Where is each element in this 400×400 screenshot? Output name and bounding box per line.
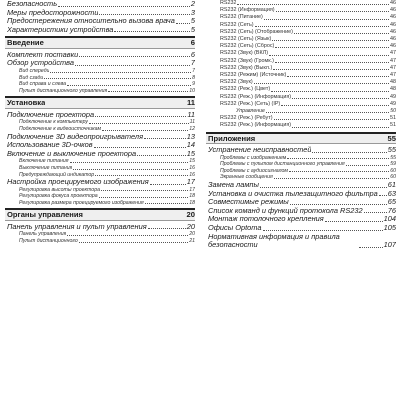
- toc-entry-title: RS232 (Реж.) (Ребут): [220, 115, 273, 122]
- toc-entry-title: Пульт дистанционного: [19, 238, 78, 245]
- toc-dot-leader: [292, 126, 389, 128]
- toc-entry: [5, 88, 195, 95]
- toc-dot-leader: [346, 164, 390, 166]
- toc-page-number: 46: [390, 43, 396, 50]
- toc-entry-title: Регулировка высоты проектора: [19, 186, 100, 193]
- toc-page-number: 18: [189, 193, 195, 200]
- toc-entry-title: Совместимые режимы: [208, 198, 289, 207]
- toc-page-number: 46: [390, 7, 396, 14]
- toc-page-number: 47: [390, 50, 396, 57]
- toc-page-number: 21: [189, 238, 195, 245]
- toc-dot-leader: [276, 10, 389, 12]
- toc-entry-title: Органы управления: [7, 210, 83, 220]
- toc-page-number: 46: [390, 0, 396, 6]
- toc-page-number: 16: [189, 164, 195, 171]
- toc-entry: [206, 79, 396, 86]
- toc-entry: [5, 9, 195, 18]
- toc-entry: [5, 75, 195, 82]
- toc-entry-title: Вид сзади: [19, 74, 44, 81]
- toc-entry: [206, 233, 396, 250]
- toc-entry-title: Подключение к видеоисточникам: [19, 125, 102, 132]
- toc-page-number: 55: [387, 146, 396, 155]
- toc-entry: [5, 178, 195, 187]
- toc-page-number: 105: [383, 224, 396, 232]
- toc-dot-leader: [269, 54, 389, 56]
- toc-entry-title: Монтаж потолочного крепления: [208, 215, 324, 224]
- toc-entry: [5, 17, 195, 26]
- toc-dot-leader: [95, 174, 188, 176]
- toc-dot-leader: [312, 151, 386, 153]
- toc-entry-title: RS232: [220, 0, 237, 6]
- toc-page-number: 107: [383, 240, 396, 250]
- toc-entry-title: Проблемы с изображением: [220, 154, 287, 161]
- toc-entry: [5, 172, 195, 179]
- toc-dot-leader: [95, 115, 186, 117]
- toc-entry: [206, 7, 396, 14]
- toc-dot-leader: [273, 68, 389, 70]
- toc-page-number: 20: [186, 222, 195, 231]
- toc-entry: [5, 59, 195, 68]
- toc-entry-title: Приложения: [208, 133, 256, 143]
- toc-entry-title: RS232 (Звук) (ВКЛ): [220, 50, 268, 57]
- toc-entry-title: Проблемы с пультом дистанционного управления: [220, 161, 345, 168]
- toc-dot-leader: [148, 227, 186, 229]
- toc-dot-leader: [176, 22, 190, 24]
- toc-entry-title: RS232 (Реж.) (Цвет): [220, 86, 271, 93]
- toc-entry: [5, 81, 195, 88]
- toc-dot-leader: [99, 13, 189, 15]
- toc-page-number: 17: [189, 186, 195, 193]
- toc-entry: [206, 94, 396, 101]
- toc-page-number: 46: [390, 21, 396, 28]
- toc-section-heading: [5, 96, 195, 108]
- toc-dot-leader: [99, 196, 189, 198]
- toc-dot-leader: [44, 77, 191, 79]
- toc-entry: [206, 29, 396, 36]
- toc-page-number: 51: [390, 122, 396, 129]
- toc-column-right: [206, 0, 396, 250]
- toc-page-number: 6: [190, 50, 195, 59]
- toc-dot-leader: [79, 241, 188, 243]
- toc-entry: [5, 223, 195, 232]
- toc-dot-leader: [290, 203, 387, 205]
- toc-dot-leader: [281, 104, 389, 106]
- toc-entry-title: Вид справа и слева: [19, 81, 67, 88]
- toc-entry-title: Экранные сообщения: [220, 174, 273, 181]
- toc-dot-leader: [101, 189, 188, 191]
- toc-page-number: 51: [390, 115, 396, 122]
- toc-entry: [206, 58, 396, 65]
- toc-dot-leader: [89, 122, 189, 124]
- toc-entry-title: Комплект поставки: [7, 50, 79, 59]
- toc-entry: [206, 198, 396, 207]
- toc-dot-leader: [272, 39, 389, 41]
- toc-column-left: [5, 0, 195, 245]
- toc-dot-leader: [94, 146, 186, 148]
- toc-entry-title: Панель управления и пульт управления: [7, 222, 147, 231]
- toc-page-number: 46: [390, 28, 396, 35]
- toc-dot-leader: [150, 183, 186, 185]
- toc-entry-title: Предостережения относительно вызова врача: [7, 17, 175, 26]
- toc-page-number: 46: [390, 36, 396, 43]
- toc-page-number: 20: [189, 231, 195, 238]
- toc-page-number: 49: [390, 93, 396, 100]
- toc-dot-leader: [275, 61, 389, 63]
- toc-dot-leader: [237, 3, 389, 5]
- toc-entry: [206, 146, 396, 155]
- toc-entry: [206, 43, 396, 50]
- toc-entry-title: RS232 (Сеть) (Сброс): [220, 43, 275, 50]
- toc-page-number: 47: [390, 64, 396, 71]
- toc-entry-title: Использование 3D-очков: [7, 141, 93, 150]
- toc-section-heading: [5, 36, 195, 48]
- toc-entry-title: Список команд и функций протокола RS232: [208, 206, 363, 215]
- toc-dot-leader: [263, 229, 383, 231]
- toc-page-number: 5: [190, 17, 195, 26]
- toc-entry-title: Введение: [7, 38, 44, 48]
- toc-entry-title: Предупреждающий индикатор: [19, 171, 95, 178]
- toc-entry-title: RS232 (Сеть) (Отображение): [220, 28, 293, 35]
- toc-page-number: 63: [387, 189, 396, 198]
- toc-entry-title: Устранение неисправностей: [208, 146, 312, 155]
- toc-page-number: 15: [189, 158, 195, 165]
- toc-entry-title: Характеристики устройства: [7, 25, 114, 34]
- toc-entry-title: Включение питания: [19, 158, 69, 165]
- toc-entry: [206, 36, 396, 43]
- toc-entry: [5, 238, 195, 245]
- toc-entry: [206, 224, 396, 233]
- toc-page-number: 65: [387, 198, 396, 207]
- toc-dot-leader: [287, 157, 389, 159]
- toc-page-number: 47: [390, 57, 396, 64]
- toc-entry-title: Проблемы с аудиосигналом: [220, 167, 288, 174]
- toc-entry: [5, 68, 195, 75]
- toc-page-number: 48: [390, 86, 396, 93]
- toc-dot-leader: [144, 137, 186, 139]
- toc-page-number: 10: [189, 87, 195, 94]
- toc-section-heading: [5, 208, 195, 220]
- toc-entry: [5, 126, 195, 133]
- toc-page-number: 7: [192, 67, 195, 74]
- toc-entry-title: Установка и очистка пылезащитного фильтра: [208, 189, 378, 198]
- toc-entry-title: RS232 (Реж.) (Информация): [220, 93, 292, 100]
- toc-entry: [206, 65, 396, 72]
- toc-dot-leader: [294, 32, 389, 34]
- toc-dot-leader: [67, 234, 188, 236]
- toc-entry: [206, 155, 396, 162]
- toc-dot-leader: [256, 140, 386, 141]
- toc-page-number: 9: [192, 81, 195, 88]
- toc-entry-title: Замена лампы: [208, 181, 259, 190]
- toc-entry-title: Панель управления: [19, 231, 67, 238]
- toc-entry: [206, 215, 396, 224]
- toc-page-number: 50: [390, 108, 396, 115]
- toc-page-number: 59: [390, 161, 396, 168]
- toc-entry-title: Настройка проецируемого изображения: [7, 178, 149, 187]
- toc-dot-leader: [287, 75, 389, 77]
- toc-dot-leader: [271, 90, 389, 92]
- toc-dot-leader: [50, 71, 191, 73]
- toc-entry: [206, 122, 396, 129]
- toc-entry: [206, 181, 396, 190]
- toc-page-number: 76: [387, 206, 396, 215]
- toc-page-number: 13: [186, 132, 195, 141]
- toc-dot-leader: [75, 64, 190, 66]
- toc-dot-leader: [364, 211, 387, 213]
- toc-entry: [206, 161, 396, 168]
- toc-entry: [206, 174, 396, 181]
- toc-entry: [5, 158, 195, 165]
- toc-entry: [206, 0, 396, 7]
- toc-entry-title: Офисы Optoma: [208, 224, 262, 232]
- toc-dot-leader: [275, 46, 389, 48]
- toc-dot-leader: [84, 217, 186, 218]
- toc-entry-title: Пульт дистанционного управления: [19, 87, 108, 94]
- toc-page-number: 17: [186, 178, 195, 187]
- toc-entry: [206, 168, 396, 175]
- toc-entry: [206, 86, 396, 93]
- toc-entry: [5, 231, 195, 238]
- toc-dot-leader: [264, 18, 389, 20]
- toc-entry: [206, 108, 396, 115]
- toc-page-number: 47: [390, 72, 396, 79]
- toc-dot-leader: [108, 90, 188, 92]
- toc-page-number: 55: [390, 154, 396, 161]
- toc-page-number: 7: [190, 59, 195, 68]
- toc-page-number: 11: [187, 110, 195, 119]
- toc-entry-title: RS232 (Сеть): [220, 21, 254, 28]
- toc-entry-title: Выключение питания: [19, 164, 73, 171]
- toc-entry: [206, 207, 396, 216]
- toc-entry-title: Подключение к компьютеру: [19, 119, 88, 126]
- toc-dot-leader: [114, 30, 189, 32]
- toc-page-number: 49: [390, 100, 396, 107]
- toc-dot-leader: [46, 105, 186, 106]
- toc-entry: [5, 150, 195, 159]
- toc-entry: [5, 141, 195, 150]
- toc-page-number: 11: [186, 98, 195, 108]
- toc-entry-title: Нормативная информация и правила безопасности: [208, 232, 340, 250]
- toc-entry-title: RS232 (Информация): [220, 7, 275, 14]
- toc-dot-leader: [260, 186, 387, 188]
- toc-page-number: 14: [186, 141, 195, 150]
- toc-entry-title: Обзор устройства: [7, 59, 74, 68]
- toc-entry-title: Вид спереди: [19, 67, 50, 74]
- toc-entry-title: Управление: [236, 108, 265, 115]
- toc-entry: [5, 133, 195, 142]
- toc-page-number: 48: [390, 79, 396, 86]
- toc-entry-title: RS232 (Питание): [220, 14, 263, 21]
- toc-entry: [5, 0, 195, 9]
- toc-dot-leader: [79, 55, 190, 57]
- toc-entry: [5, 26, 195, 35]
- toc-dot-leader: [325, 220, 383, 222]
- toc-dot-leader: [274, 177, 389, 179]
- toc-page-number: 5: [190, 25, 195, 34]
- toc-dot-leader: [58, 5, 190, 7]
- toc-dot-leader: [266, 111, 389, 113]
- toc-page-number: 60: [390, 167, 396, 174]
- toc-page-number: 2: [190, 0, 195, 8]
- toc-entry-title: RS232 (Режим) (Источник): [220, 72, 287, 79]
- toc-entry: [206, 115, 396, 122]
- toc-entry-title: RS232 (Звук) (Выкл.): [220, 64, 273, 71]
- toc-page-number: 46: [390, 14, 396, 21]
- toc-entry-title: Подключение проектора: [7, 110, 95, 119]
- toc-dot-leader: [292, 97, 389, 99]
- toc-dot-leader: [45, 45, 190, 46]
- toc-page-number: 8: [192, 74, 195, 81]
- toc-dot-leader: [67, 84, 191, 86]
- toc-entry-title: RS232 (Звук) (Громк.): [220, 57, 274, 64]
- toc-page-number: 104: [383, 215, 396, 224]
- toc-entry-title: RS232 (Реж.) (Информация): [220, 122, 292, 129]
- toc-page-number: 55: [387, 133, 396, 143]
- toc-dot-leader: [255, 25, 389, 27]
- toc-dot-leader: [137, 154, 186, 156]
- toc-entry-title: Регулировка размера проецируемого изображения: [19, 199, 144, 206]
- toc-page-number: 11: [189, 119, 195, 126]
- toc-dot-leader: [254, 82, 389, 84]
- toc-page-number: 6: [190, 38, 195, 48]
- toc-page-number: 16: [189, 171, 195, 178]
- toc-entry: [5, 187, 195, 194]
- toc-entry: [5, 119, 195, 126]
- toc-entry: [206, 22, 396, 29]
- toc-dot-leader: [379, 194, 387, 196]
- toc-section-heading: [206, 132, 396, 144]
- toc-entry-title: Меры предосторожности: [7, 8, 99, 17]
- toc-entry: [206, 14, 396, 21]
- toc-entry: [5, 200, 195, 207]
- toc-entry: [5, 165, 195, 172]
- toc-page-number: 12: [189, 125, 195, 132]
- toc-entry: [5, 193, 195, 200]
- toc-page-number: 20: [186, 210, 195, 220]
- toc-entry-title: Установка: [7, 98, 46, 108]
- toc-entry: [206, 101, 396, 108]
- toc-dot-leader: [289, 170, 389, 172]
- toc-entry-title: Подключение 3D видеопроигрывателя: [7, 132, 144, 141]
- toc-dot-leader: [359, 246, 383, 248]
- toc-dot-leader: [274, 118, 390, 120]
- toc-entry-title: RS232 (Сеть) (Язык): [220, 36, 272, 43]
- toc-page-number: 60: [390, 174, 396, 181]
- toc-entry-title: RS232 (Звук): [220, 79, 253, 86]
- toc-page-number: 61: [387, 181, 396, 190]
- toc-entry: [206, 190, 396, 199]
- toc-entry-title: Регулировка фокуса проектора: [19, 193, 98, 200]
- toc-entry-title: Безопасность: [7, 0, 58, 8]
- toc-entry: [5, 111, 195, 120]
- toc-entry: [206, 50, 396, 57]
- toc-dot-leader: [145, 202, 189, 204]
- toc-page-number: 18: [189, 199, 195, 206]
- toc-page-number: 3: [190, 8, 195, 17]
- toc-entry-title: RS232 (Реж.) (Сеть) (IP): [220, 100, 281, 107]
- toc-dot-leader: [102, 129, 188, 131]
- toc-entry-title: Включение и выключение проектора: [7, 149, 137, 158]
- toc-entry: [5, 51, 195, 60]
- toc-dot-leader: [70, 161, 189, 163]
- toc-dot-leader: [73, 168, 188, 170]
- toc-entry: [206, 72, 396, 79]
- toc-page-number: 15: [186, 149, 195, 158]
